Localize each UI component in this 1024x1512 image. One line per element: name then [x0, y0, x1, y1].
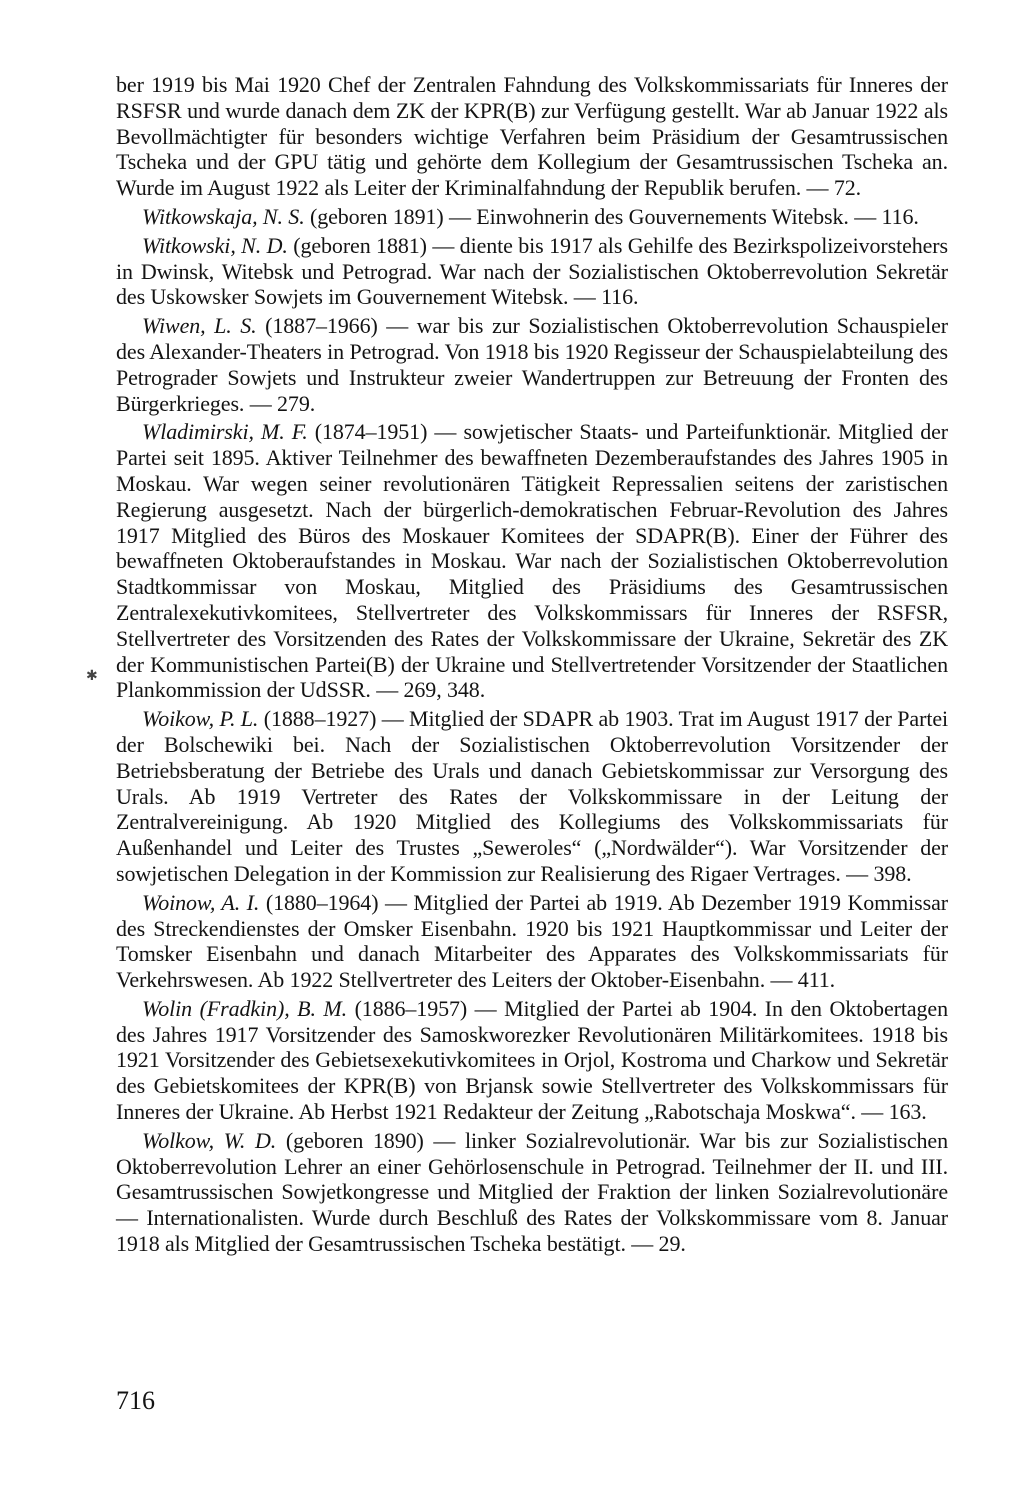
entry-name: Wolkow, W. D. — [142, 1127, 277, 1153]
entry-name: Wladimirski, M. F. — [142, 419, 308, 445]
entry-text: (geboren 1891) — Einwohnerin des Gouvernements Witebsk. — 116. — [304, 203, 919, 229]
entry-continuation — [116, 72, 948, 201]
entry-text: (1874–1951) — sowjetischer Staats- und Parteifunktionär. Mitglied der Partei seit 1895. Aktiver Teilnehmer des bewaffneten Dezemberaufstandes des Jahres 1905 in Moskau. War wegen seiner revolutionären Tätigkeit Repressalien seitens der zaristischen Regierung ausgesetzt. Nach der bürgerlich-demokratischen Februar-Revolution des Jahres 1917 Mitglied des Büros des Moskauer Komitees der SDAPR(B). Einer der Führer des bewaffneten Oktoberaufstandes in Moskau. War nach der Sozialistischen Oktoberrevolution Stadtkommissar von Moskau, Mitglied des Präsidiums des Gesamtrussischen Zentralexekutivkomitees, Stellvertreter des Volkskommissars für Inneres der RSFSR, Stellvertreter des Vorsitzenden des Rates der Volkskommissare der Ukraine, Sekretär des ZK der Kommunistischen Partei(B) der Ukraine und Stellvertretender Vorsitzender der Staatlichen Plankommission der UdSSR. — 269, 348. — [116, 419, 948, 703]
entry-name: Wiwen, L. S. — [142, 313, 257, 339]
entry-name: Witkowskaja, N. S. — [142, 203, 305, 229]
entry-text: (1887–1966) — war bis zur Sozialistischen Oktoberrevolution Schauspieler des Alexander-Theaters in Petrograd. Von 1918 bis 1920 Regisseur der Schauspielabteilung des Petrograder Sowjets und Instrukteur zweier Wandertruppen zur Betreuung der Fronten des Bürgerkrieges. — 279. — [116, 313, 948, 416]
page-body — [116, 72, 948, 1260]
entry-wladimirski — [116, 419, 948, 703]
entry-wolin — [116, 996, 948, 1125]
entry-text: (geboren 1881) — diente bis 1917 als Gehilfe des Bezirkspolizeivorstehers in Dwinsk, Witebsk und Petrograd. War nach der Sozialistischen Oktoberrevolution Sekretär des Uskowsker Sowjets im Gouvernement Witebsk. — 116. — [116, 232, 948, 310]
entry-witkowski — [116, 233, 948, 310]
page-number: 716 — [116, 1386, 155, 1415]
entry-name: Woikow, P. L. — [142, 706, 259, 732]
entry-text: (1886–1957) — Mitglied der Partei ab 1904. In den Oktobertagen des Jahres 1917 Vorsitzender des Samoskworezker Revolutionären Militärkomitees. 1918 bis 1921 Vorsitzender des Gebietsexekutivkomitees in Orjol, Kostroma und Charkow und Sekretär des Gebietskomitees der KPR(B) von Brjansk sowie Stellvertreter des Volkskommissars für Inneres der Ukraine. Ab Herbst 1921 Redakteur der Zeitung „Rabotschaja Moskwa“. — 163. — [116, 995, 948, 1125]
entry-name: Witkowski, N. D. — [142, 232, 288, 258]
entry-text: (1888–1927) — Mitglied der SDAPR ab 1903. Trat im August 1917 der Partei der Bolschewiki bei. Nach der Sozialistischen Oktoberrevolution Vorsitzender der Betriebsberatung der Betriebe des Urals und danach Gebietskommissar zur Versorgung des Urals. Ab 1919 Vertreter des Rates der Volkskommissare in der Leitung der Zentralvereinigung. Ab 1920 Mitglied des Kollegiums des Volkskommissariats für Außenhandel und Leiter des Trustes „Seweroles“ („Nordwälder“). War Vorsitzender der sowjetischen Delegation in der Kommission zur Realisierung des Rigaer Vertrages. — 398. — [116, 706, 949, 886]
entry-wiwen — [116, 313, 948, 416]
entry-wolkow — [116, 1128, 948, 1257]
entry-name: Wolin (Fradkin), B. M. — [142, 995, 348, 1021]
entry-witkowskaja — [116, 204, 948, 230]
margin-mark-icon: ✱ — [86, 669, 98, 684]
entry-woikow — [116, 706, 948, 887]
entry-name: Woinow, A. I. — [142, 889, 260, 915]
entry-woinow — [116, 890, 948, 993]
entry-text: (geboren 1890) — linker Sozialrevolutionär. War bis zur Sozialistischen Oktoberrevolution Lehrer an einer Gehörlosenschule in Petrograd. Teilnehmer der II. und III. Gesamtrussischen Sowjetkongresse und Mitglied der Fraktion der linken Sozialrevolutionäre — Internationalisten. Wurde durch Beschluß des Rates der Volkskommissare vom 8. Januar 1918 als Mitglied der Gesamtrussischen Tscheka bestätigt. — 29. — [116, 1127, 948, 1257]
entry-text: (1880–1964) — Mitglied der Partei ab 1919. Ab Dezember 1919 Kommissar des Streckendienstes der Omsker Eisenbahn. 1920 bis 1921 Hauptkommissar und Leiter der Tomsker Eisenbahn und danach Mitarbeiter des Apparates des Volkskommissariats für Verkehrswesen. Ab 1922 Stellvertreter des Leiters der Oktober-Eisenbahn. — 411. — [116, 889, 948, 993]
entry-text: ber 1919 bis Mai 1920 Chef der Zentralen Fahndung des Volkskommissariats für Inneres der RSFSR und wurde danach dem ZK der KPR(B) zur Verfügung gestellt. War ab Januar 1922 als Bevollmächtigter für besonders wichtige Verfahren beim Präsidium der Gesamtrussischen Tscheka und der GPU tätig und gehörte dem Kollegium der Gesamtrussischen Tscheka an. Wurde im August 1922 als Leiter der Kriminalfahndung der Republik berufen. — 72. — [116, 72, 948, 201]
